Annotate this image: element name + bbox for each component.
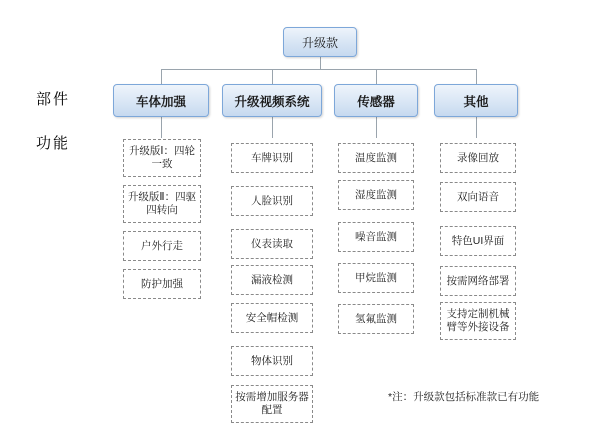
connector-to-cat-1 [272, 69, 273, 84]
leaf-node[interactable]: 湿度监测 [338, 180, 414, 210]
footnote: *注：升级款包括标准款已有功能 [388, 391, 540, 403]
leaf-node[interactable]: 温度监测 [338, 143, 414, 173]
leaf-node[interactable]: 漏液检测 [231, 265, 313, 295]
leaf-node[interactable]: 甲烷监测 [338, 263, 414, 293]
leaf-node[interactable]: 升级版Ⅱ：四驱四转向 [123, 185, 201, 223]
connector-bus [161, 69, 476, 70]
connector-cat-3-down [476, 117, 477, 138]
leaf-node[interactable]: 氢氟监测 [338, 304, 414, 334]
leaf-node[interactable]: 按需增加服务器配置 [231, 385, 313, 423]
row-label-functions: 功能 [36, 135, 71, 152]
leaf-node[interactable]: 人脸识别 [231, 186, 313, 216]
leaf-node[interactable]: 双向语音 [440, 182, 516, 212]
leaf-node[interactable]: 车牌识别 [231, 143, 313, 173]
leaf-node[interactable]: 特色UI界面 [440, 226, 516, 256]
node-root[interactable]: 升级款 [283, 27, 357, 57]
leaf-node[interactable]: 安全帽检测 [231, 303, 313, 333]
node-category-body-reinforcement[interactable]: 车体加强 [113, 84, 209, 117]
row-label-parts: 部件 [36, 91, 71, 108]
leaf-node[interactable]: 噪音监测 [338, 222, 414, 252]
leaf-node[interactable]: 仪表读取 [231, 229, 313, 259]
node-category-video-system[interactable]: 升级视频系统 [222, 84, 322, 117]
leaf-node[interactable]: 物体识别 [231, 346, 313, 376]
leaf-node[interactable]: 防护加强 [123, 269, 201, 299]
node-category-sensors[interactable]: 传感器 [334, 84, 418, 117]
node-category-other[interactable]: 其他 [434, 84, 518, 117]
connector-cat-1-down [272, 117, 273, 138]
leaf-node[interactable]: 按需网络部署 [440, 266, 516, 296]
connector-cat-0-down [161, 117, 162, 138]
connector-cat-2-down [376, 117, 377, 138]
leaf-node[interactable]: 支持定制机械臂等外接设备 [440, 302, 516, 340]
leaf-node[interactable]: 户外行走 [123, 231, 201, 261]
connector-to-cat-0 [161, 69, 162, 84]
leaf-node[interactable]: 录像回放 [440, 143, 516, 173]
leaf-node[interactable]: 升级版Ⅰ：四轮一致 [123, 139, 201, 177]
connector-to-cat-2 [376, 69, 377, 84]
connector-to-cat-3 [476, 69, 477, 84]
connector-root-stem [320, 57, 321, 69]
